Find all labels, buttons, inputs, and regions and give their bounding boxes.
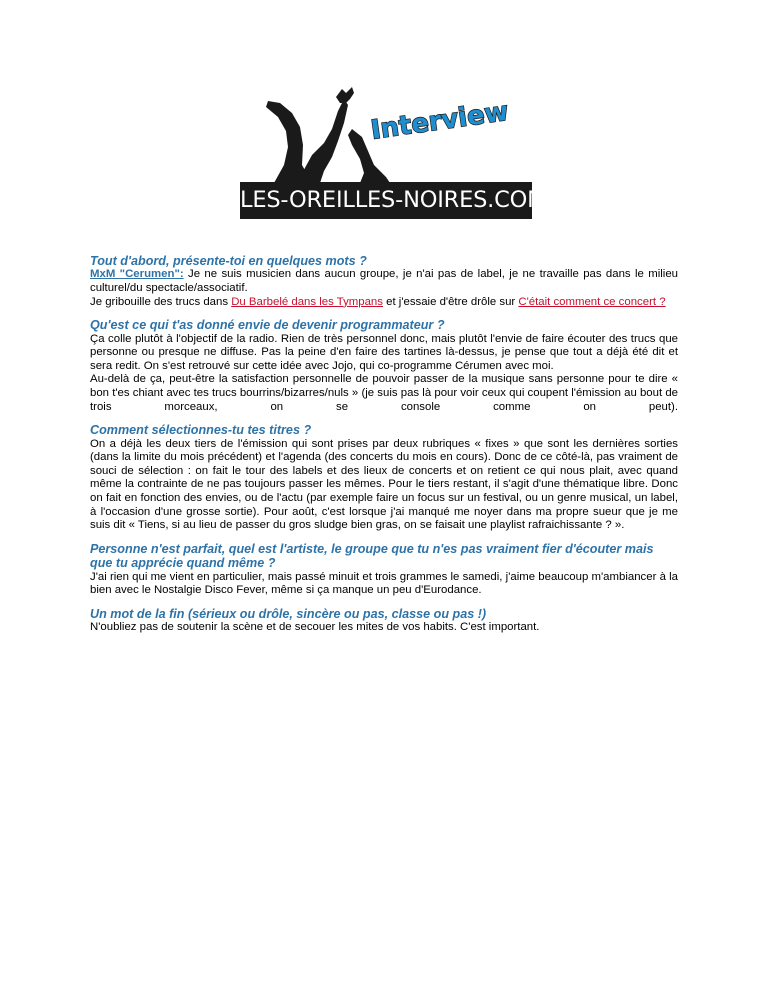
- answer-selection-paragraph: On a déjà les deux tiers de l'émission qui sont prises par deux rubriques « fixes » que sont les dernières sorties (dans la limite du mois précédent) et l'agenda (des concerts du mois en cours). Donc de ce côté-là, pas vraiment de souci de sélection : on fait le tour des labels et des lieux de concerts et on retient ce qui nous plait, avec quand même la contrainte de ne pas toujours passer les mêmes. Pour le tiers restant, il s'agit d'une thématique libre. Donc on fait en fonction des envies, ou de l'actu (par exemple faire un focus sur un festival, ou un genre musical, un label, à l'occasion d'une grosse sortie). Pour août, c'est lorsque j'ai manqué me noyer dans ma propre sueur que je me suis dit « Tiens, si au lieu de passer du gros sludge bien gras, on se faisait une playlist rafraichissante ? ».: [90, 437, 678, 532]
- answer-intro-text-1: Je ne suis musicien dans aucun groupe, je n'ai pas de label, je ne travaille pas dans le milieu culturel/du spectacle/associatif.: [90, 268, 678, 294]
- link-du-barbele[interactable]: Du Barbelé dans les Tympans: [231, 295, 383, 308]
- logo-figure: [240, 85, 535, 185]
- question-motivation: Qu'est ce qui t'as donné envie de devenir programmateur ?: [90, 318, 445, 333]
- question-final-word: Un mot de la fin (sérieux ou drôle, sincère ou pas, classe ou pas !): [90, 606, 487, 621]
- answer-final-word-paragraph: N'oubliez pas de soutenir la scène et de secouer les mites de vos habits. C'est important.: [90, 621, 540, 634]
- logo-figure-hand: [336, 87, 354, 103]
- answer-motivation-paragraph-1: Ça colle plutôt à l'objectif de la radio. Rien de très personnel donc, mais plutôt l'envie de faire écouter des trucs que personne ou presque ne diffuse. Pas la peine d'en faire des tartines là-dessus, je pense que tout a déjà été dit et sera redit. On s'est retrouvé sur cette idée avec Jojo, qui co-programme Cérumen avec moi.: [90, 332, 678, 372]
- answer-intro-text-2b: et j'essaie d'être drôle sur: [382, 295, 519, 308]
- link-cetait-comment[interactable]: C'était comment ce concert ?: [518, 295, 666, 308]
- interview-wordmark: [369, 97, 510, 146]
- answer-intro-paragraph-2: [90, 296, 678, 310]
- interview-word: Interview: [369, 96, 511, 146]
- site-logo: [240, 85, 547, 221]
- logo-banner: LES-OREILLES-NOIRES.COM: [240, 182, 532, 219]
- speaker-name: MxM "Cerumen":: [90, 268, 184, 281]
- answer-motivation-paragraph-2: Au-delà de ça, peut-être la satisfaction personnelle de pouvoir passer de la musique sans personne pour te dire « bon t'es chiant avec tes trucs bourrins/bizarres/nuls » (je suis pas là pour voir ceux qui coupent l'émission au bout de trois morceaux, on se console comme on peut).: [90, 373, 678, 413]
- interview-content: [90, 254, 678, 635]
- question-selection: Comment sélectionnes-tu tes titres ?: [90, 423, 312, 438]
- question-guilty-pleasure: Personne n'est parfait, quel est l'artiste, le groupe que tu n'es pas vraiment fier d'écouter mais que tu apprécie quand même ?: [90, 541, 654, 571]
- answer-intro-text-2a: Je gribouille des trucs dans: [90, 295, 232, 308]
- logo-figure-body: [298, 99, 348, 183]
- question-intro: Tout d'abord, présente-toi en quelques mots ?: [90, 254, 367, 268]
- answer-intro-paragraph-1: [90, 268, 678, 295]
- answer-guilty-pleasure-paragraph: J'ai rien qui me vient en particulier, mais passé minuit et trois grammes le samedi, j'aime beaucoup m'ambiancer à la bien avec le Nostalgie Disco Fever, même si ça manque un peu d'Eurodance.: [90, 570, 678, 597]
